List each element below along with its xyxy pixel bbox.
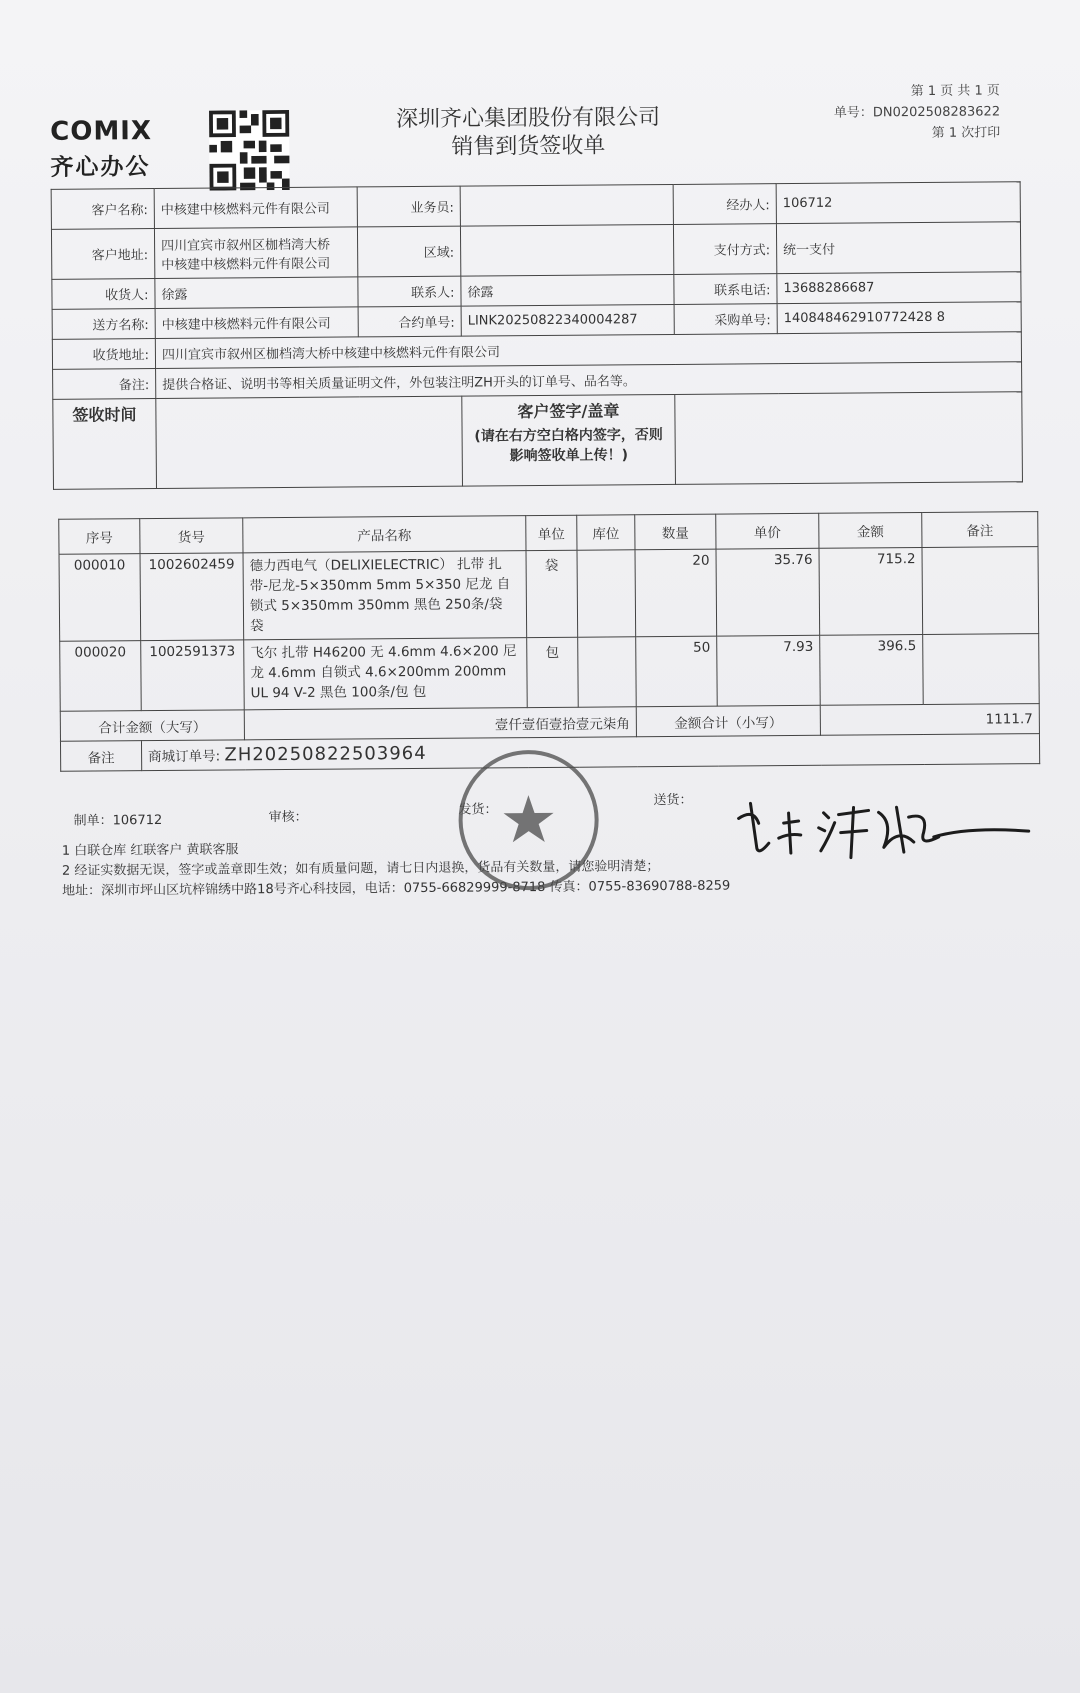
remarks-value: 提供合格证、说明书等相关质量证明文件，外包装注明ZH开头的订单号、品名等。 <box>156 362 1022 399</box>
sign-hint: (请在右方空白格内签字，否则影响签收单上传！) <box>474 427 663 465</box>
customer-name-label: 客户名称: <box>51 189 154 230</box>
deliver-to-label: 送方名称: <box>52 309 155 340</box>
purchase-no-label: 采购单号: <box>674 304 777 335</box>
logo-cn: 齐心办公 <box>50 154 151 181</box>
salesman-value <box>460 184 673 226</box>
total-big-value: 壹仟壹佰壹拾壹元柒角 <box>244 707 636 740</box>
item-amount: 715.2 <box>819 548 923 636</box>
customer-info-table <box>51 181 1023 490</box>
document-title <box>383 104 673 162</box>
col-amount: 金额 <box>819 513 922 549</box>
note-copies: 1 白联仓库 红联客户 黄联客服 <box>61 842 239 859</box>
company-name: 深圳齐心集团股份有限公司 <box>395 105 661 133</box>
item-seq: 000010 <box>59 554 141 642</box>
customer-address-value <box>154 227 357 279</box>
total-small-value: 1111.7 <box>820 704 1039 736</box>
phone-value: 13688286687 <box>777 272 1021 304</box>
review-label: 审核： <box>268 809 308 826</box>
deliver-to-value: 中核建中核燃料元件有限公司 <box>155 307 358 339</box>
mall-order-label: 商城订单号: <box>148 748 221 766</box>
order-note-label: 备注 <box>60 741 141 772</box>
col-name: 产品名称 <box>243 516 526 553</box>
col-price: 单价 <box>716 513 819 549</box>
customer-sign-box[interactable] <box>675 392 1023 485</box>
qr-code-icon <box>208 110 291 191</box>
handler-value: 106712 <box>776 182 1020 224</box>
col-unit: 单位 <box>526 515 577 550</box>
contract-no-label: 合约单号: <box>358 306 461 337</box>
sender-label: 送货： <box>653 792 693 809</box>
customer-address-label: 客户地址: <box>51 229 154 280</box>
handwritten-signature <box>728 791 1039 873</box>
item-price: 35.76 <box>716 548 820 636</box>
item-amount: 396.5 <box>820 635 924 706</box>
region-label: 区域: <box>357 226 460 277</box>
item-price: 7.93 <box>717 635 821 706</box>
address-line-1: 四川宜宾市叙州区枷档湾大桥 <box>161 237 331 254</box>
consignee-label: 收货人: <box>52 279 155 310</box>
logo-en: COMIX <box>50 116 153 147</box>
item-location <box>578 637 637 707</box>
shipper-label: 发货： <box>458 802 498 818</box>
page-info <box>834 80 1001 144</box>
maker-label: 制单：106712 <box>73 812 163 829</box>
company-seal-icon <box>453 745 604 896</box>
item-name: 德力西电气（DELIXIELECTRIC） 扎带 扎带-尼龙-5×350mm 5mm 5×350 尼龙 自锁式 5×350mm 350mm 黑色 250条/袋 袋 <box>243 551 527 640</box>
print-count: 第 1 次打印 <box>931 125 1001 141</box>
item-sku: 1002602459 <box>140 553 244 641</box>
col-sku: 货号 <box>140 518 243 554</box>
contact-label: 联系人: <box>358 276 461 307</box>
col-qty: 数量 <box>635 514 716 550</box>
total-small-label: 金额合计（小写） <box>636 705 820 736</box>
address-line-2: 中核建中核燃料元件有限公司 <box>161 256 331 273</box>
customer-sign-cell <box>462 394 676 486</box>
salesman-label: 业务员: <box>357 186 460 227</box>
sign-time-box[interactable] <box>156 396 463 488</box>
phone-label: 联系电话: <box>674 274 777 305</box>
customer-sign-label: 客户签字/盖章 <box>517 401 620 422</box>
sign-time-label: 签收时间 <box>53 399 157 490</box>
item-seq: 000020 <box>60 641 142 712</box>
contract-no-value: LINK20250822340004287 <box>461 304 674 336</box>
table-row <box>59 547 1039 642</box>
comix-logo <box>50 118 152 182</box>
footer-address: 地址：深圳市坪山区坑梓锦绣中路18号齐心科技园，电话：0755-66829999-8718 传真：0755-83690788-8259 <box>62 878 731 899</box>
payment-value: 统一支付 <box>776 222 1020 274</box>
item-qty: 20 <box>635 549 717 637</box>
contact-value: 徐露 <box>461 274 674 306</box>
table-row <box>60 634 1040 712</box>
item-unit: 包 <box>527 637 579 707</box>
page-count: 第 1 页 共 1 页 <box>910 83 1000 100</box>
total-big-label: 合计金额（大写） <box>60 710 244 741</box>
handler-label: 经办人: <box>673 184 776 225</box>
receive-address-value: 四川宜宾市叙州区枷档湾大桥中核建中核燃料元件有限公司 <box>155 332 1021 369</box>
customer-name-value: 中核建中核燃料元件有限公司 <box>154 187 357 229</box>
items-table <box>58 511 1040 772</box>
region-value <box>460 224 673 276</box>
col-location: 库位 <box>577 515 635 550</box>
item-qty: 50 <box>636 636 718 707</box>
item-location <box>577 550 636 637</box>
item-unit: 袋 <box>526 550 578 637</box>
purchase-no-value: 140848462910772428 8 <box>777 302 1021 334</box>
doc-number: 单号：DN0202508283622 <box>833 104 1001 121</box>
consignee-value: 徐露 <box>155 277 358 309</box>
remarks-label: 备注: <box>53 369 156 400</box>
item-note <box>922 547 1039 635</box>
item-name: 飞尔 扎带 H46200 无 4.6mm 4.6×200 尼龙 4.6mm 自锁式 4.6×200mm 200mm UL 94 V-2 黑色 100条/包 包 <box>244 638 528 710</box>
col-note: 备注 <box>922 512 1038 548</box>
mall-order-number: ZH20250822503964 <box>224 742 427 766</box>
doc-title: 销售到货签收单 <box>451 133 606 160</box>
footer-notes <box>62 837 731 902</box>
receive-address-label: 收货地址: <box>52 339 155 370</box>
item-note <box>923 634 1040 705</box>
item-sku: 1002591373 <box>141 640 245 711</box>
note-terms: 2 经证实数据无误，签字或盖章即生效；如有质量问题，请七日内退换，货品有关数量，请您验明清楚； <box>61 859 660 879</box>
col-seq: 序号 <box>59 519 140 555</box>
payment-label: 支付方式: <box>673 224 776 275</box>
